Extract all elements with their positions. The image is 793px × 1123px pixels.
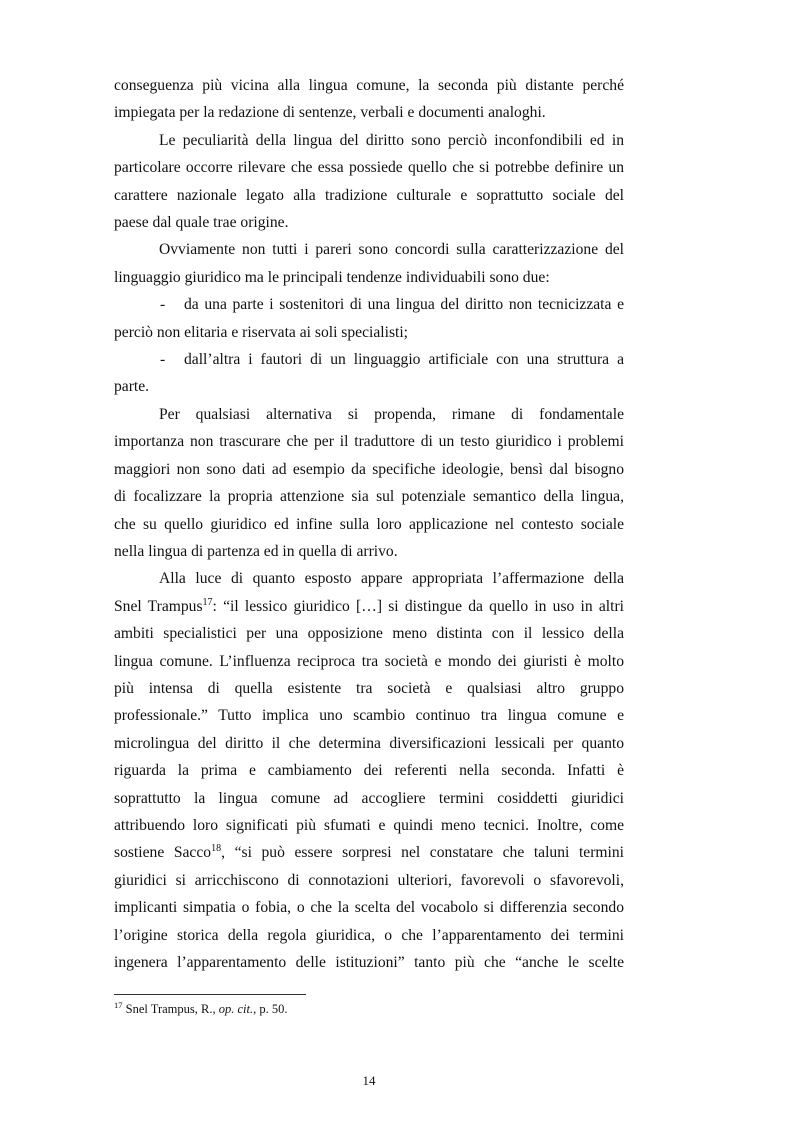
bullet-dash: -	[160, 296, 166, 314]
paragraph-peculiarita: Le peculiarità della lingua del diritto sono perciò inconfondibili ed in	[159, 131, 624, 149]
footnote-italic: op. cit.,	[218, 1002, 257, 1016]
text-line: parte.	[114, 378, 150, 396]
footnote-number: 17	[114, 1000, 123, 1010]
paragraph-alla-luce: Alla luce di quanto esposto appare appropriata l’affermazione della	[159, 570, 624, 588]
text-line: che su quello giuridico ed infine sulla loro applicazione nel contesto sociale	[114, 515, 624, 533]
text-line: carattere nazionale legato alla tradizione culturale e soprattutto sociale del	[114, 186, 624, 204]
text-line: giuridici si arricchiscono di connotazioni ulteriori, favorevoli o sfavorevoli,	[114, 871, 624, 889]
text-line: paese dal quale trae origine.	[114, 214, 289, 232]
list-item: - da una parte i sostenitori di una lingua del diritto non tecnicizzata e	[114, 291, 624, 318]
text-line: attribuendo loro significati più sfumati e quindi meno tecnici. Inoltre, come	[114, 816, 624, 834]
text-line: l’origine storica della regola giuridica, o che l’apparentamento dei termini	[114, 926, 624, 944]
text-line: lingua comune. L’influenza reciproca tra società e mondo dei giuristi è molto	[114, 652, 624, 670]
footnote-divider	[114, 994, 306, 995]
text-line: ambiti specialistici per una opposizione meno distinta con il lessico della	[114, 625, 624, 643]
text-line: implicanti simpatia o fobia, o che la scelta del vocabolo si differenzia secondo	[114, 899, 624, 917]
text-line: microlingua del diritto il che determina diversificazioni lessicali per quanto	[114, 734, 624, 752]
paragraph-continuation-end: impiegata per la redazione di sentenze, verbali e documenti analoghi.	[114, 104, 546, 122]
paragraph-alternativa: Per qualsiasi alternativa si propenda, rimane di fondamentale	[159, 405, 624, 423]
footnote-ref-17[interactable]: 17	[202, 596, 213, 608]
footnote-ref-18[interactable]: 18	[211, 843, 222, 855]
text-line: soprattutto la lingua comune ad accogliere termini cosiddetti giuridici	[114, 789, 624, 807]
text-line: particolare occorre rilevare che essa possiede quello che si potrebbe definire un	[114, 159, 624, 177]
text-line: ingenera l’apparentamento delle istituzioni” tanto più che “anche le scelte	[114, 954, 624, 971]
list-item: - dall’altra i fautori di un linguaggio artificiale con una struttura a	[114, 346, 624, 373]
text-line: più intensa di quella esistente tra società e qualsiasi altro gruppo	[114, 679, 624, 697]
paragraph-continuation: conseguenza più vicina alla lingua comune, la seconda più distante perché	[114, 77, 624, 94]
footnote-17: $^{17}$ Snel Trampus, R., op. cit., p. 50.	[114, 1000, 288, 1016]
text-line: maggiori non sono dati ad esempio da specifiche ideologie, bensì dal bisogno	[114, 460, 624, 478]
paragraph-pareri: Ovviamente non tutti i pareri sono concordi sulla caratterizzazione del	[159, 241, 624, 259]
body-text	[114, 72, 624, 976]
text-line: linguaggio giuridico ma le principali tendenze individuabili sono due:	[114, 268, 550, 286]
text-line: importanza non trascurare che per il traduttore di un testo giuridico i problemi	[114, 433, 624, 451]
text-line: Snel Trampus$^{17}$: “il lessico giuridico […] si distingue da quello in uso in altri	[114, 596, 624, 615]
text-line: perciò non elitaria e riservata ai soli specialisti;	[114, 323, 409, 341]
text-line: nella lingua di partenza ed in quella di arrivo.	[114, 542, 398, 560]
text-line: professionale.” Tutto implica uno scambio continuo tra lingua comune e	[114, 707, 624, 725]
text-line: di focalizzare la propria attenzione sia sul potenziale semantico della lingua,	[114, 488, 624, 506]
page-number: 14	[362, 1073, 376, 1088]
text-line: riguarda la prima e cambiamento dei referenti nella seconda. Infatti è	[114, 762, 624, 780]
bullet-dash: -	[160, 351, 166, 369]
text-line: sostiene Sacco$^{18}$, “si può essere sorpresi nel constatare che taluni termini	[114, 843, 624, 862]
